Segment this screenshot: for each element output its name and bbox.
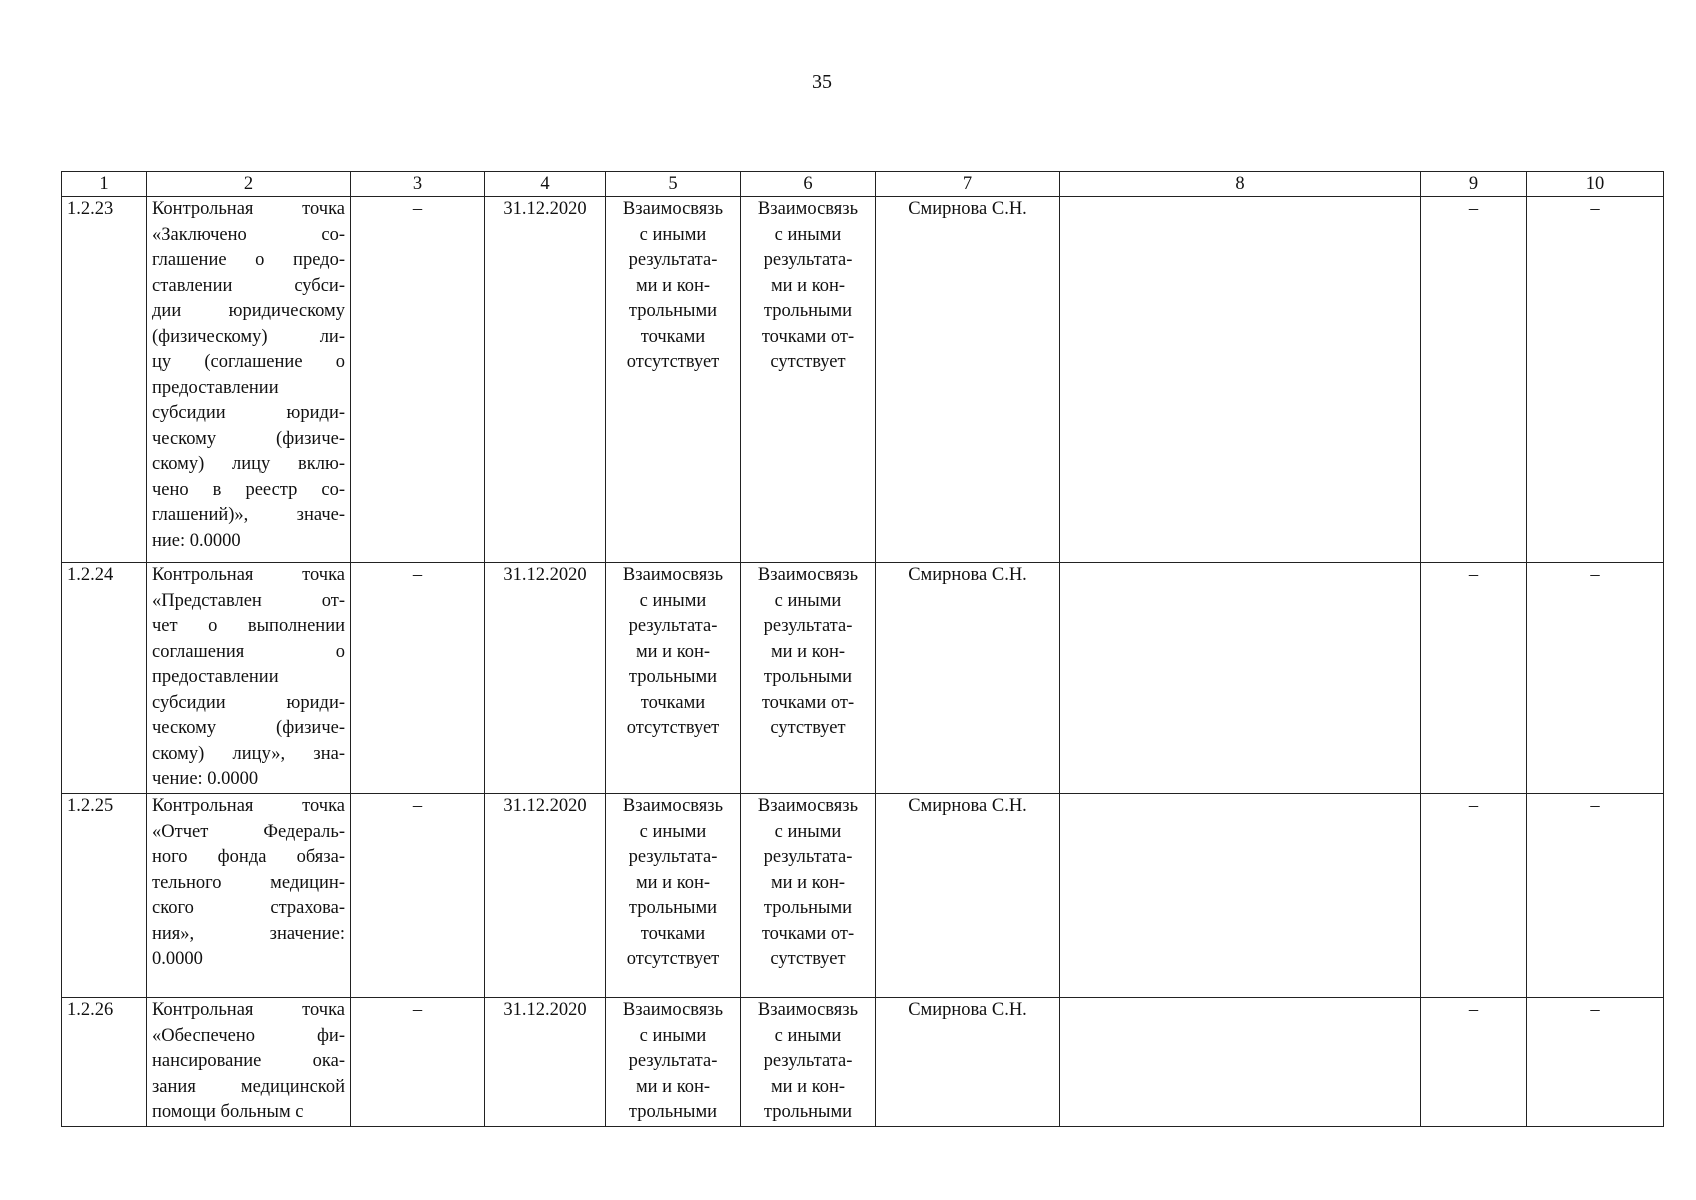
table-row xyxy=(62,197,1664,563)
row-number-cell: 1.2.25 xyxy=(62,794,147,998)
col10-cell: – xyxy=(1527,197,1664,563)
relation-line: результата- xyxy=(763,847,853,867)
page-number: 35 xyxy=(812,71,832,93)
control-point-name-cell xyxy=(147,197,351,563)
name-line: предоставлении xyxy=(152,667,279,687)
relation-line: с иными xyxy=(774,590,842,611)
deadline-date-cell: 31.12.2020 xyxy=(485,197,606,563)
relation-line: Взаимосвязь xyxy=(622,565,724,585)
relation-line: Взаимосвязь xyxy=(757,199,859,219)
control-points-table xyxy=(61,171,1664,1127)
relation-line: трольными xyxy=(763,898,853,918)
name-line: «Обеспечено фи- xyxy=(152,1025,345,1046)
relation-line: результата- xyxy=(763,250,853,270)
name-line: Контрольная точка xyxy=(152,796,345,816)
name-line: «Отчет Федераль- xyxy=(152,821,345,842)
header-cell-2: 2 xyxy=(147,172,351,197)
row-number-cell: 1.2.23 xyxy=(62,197,147,563)
name-line: скому) лицу», зна- xyxy=(152,743,345,764)
name-line: тельного медицин- xyxy=(152,872,345,893)
relation-line: с иными xyxy=(774,821,842,842)
relation-line: трольными xyxy=(628,667,718,687)
relation-line: результата- xyxy=(763,616,853,636)
control-point-name-cell xyxy=(147,794,351,998)
relation-line: трольными xyxy=(628,301,718,321)
relation-line: отсутствует xyxy=(626,949,720,969)
name-line: цу (соглашение о xyxy=(152,352,345,372)
name-line: Контрольная точка xyxy=(152,565,345,585)
name-line: Контрольная точка xyxy=(152,199,345,219)
name-line: ние: 0.0000 xyxy=(152,530,241,551)
col9-cell: – xyxy=(1421,794,1527,998)
col8-cell xyxy=(1060,197,1421,563)
deadline-date-cell: 31.12.2020 xyxy=(485,998,606,1127)
relation-line: ми и кон- xyxy=(770,641,846,662)
name-line: зания медицинской xyxy=(152,1076,345,1097)
header-cell-3: 3 xyxy=(351,172,485,197)
col8-cell xyxy=(1060,794,1421,998)
name-line: чение: 0.0000 xyxy=(152,769,259,789)
relation-line: с иными xyxy=(774,224,842,245)
responsible-cell: Смирнова С.Н. xyxy=(876,998,1060,1127)
col10-cell: – xyxy=(1527,794,1664,998)
name-line: 0.0000 xyxy=(152,949,203,969)
col3-cell: – xyxy=(351,794,485,998)
header-cell-7: 7 xyxy=(876,172,1060,197)
header-cell-5: 5 xyxy=(606,172,741,197)
row-number-cell: 1.2.26 xyxy=(62,998,147,1127)
relation-line: ми и кон- xyxy=(770,275,846,296)
relation-line: результата- xyxy=(628,1051,718,1071)
name-line: ческому (физиче- xyxy=(152,718,345,738)
table-body xyxy=(62,197,1664,1127)
name-line: ставлении субси- xyxy=(152,275,345,296)
name-line: дии юридическому xyxy=(152,301,345,321)
relation-line: результата- xyxy=(628,616,718,636)
name-line: субсидии юриди- xyxy=(152,692,345,713)
name-line: ного фонда обяза- xyxy=(152,847,345,867)
name-line: «Заключено со- xyxy=(152,224,345,245)
relation-line: ми и кон- xyxy=(635,1076,711,1097)
relation-line: сутствует xyxy=(770,352,846,372)
control-point-name-cell xyxy=(147,998,351,1127)
name-line: «Представлен от- xyxy=(152,590,345,611)
control-point-name-cell xyxy=(147,563,351,794)
relation-line: точками xyxy=(640,923,706,944)
col9-cell: – xyxy=(1421,563,1527,794)
col3-cell: – xyxy=(351,563,485,794)
header-cell-9: 9 xyxy=(1421,172,1527,197)
header-cell-10: 10 xyxy=(1527,172,1664,197)
relation-points-cell xyxy=(741,197,876,563)
col10-cell: – xyxy=(1527,563,1664,794)
deadline-date-cell: 31.12.2020 xyxy=(485,563,606,794)
relation-line: точками xyxy=(640,326,706,347)
responsible-cell: Смирнова С.Н. xyxy=(876,563,1060,794)
relation-line: отсутствует xyxy=(626,352,720,372)
row-number-cell: 1.2.24 xyxy=(62,563,147,794)
header-cell-1: 1 xyxy=(62,172,147,197)
name-line: (физическому) ли- xyxy=(152,326,345,347)
relation-line: Взаимосвязь xyxy=(757,1000,859,1020)
name-line: предоставлении xyxy=(152,377,279,398)
relation-line: Взаимосвязь xyxy=(622,1000,724,1020)
name-line: чено в реестр со- xyxy=(152,479,345,500)
relation-line: с иными xyxy=(639,224,707,245)
relation-line: Взаимосвязь xyxy=(757,796,859,816)
relation-line: трольными xyxy=(628,1102,718,1122)
relation-points-cell xyxy=(741,563,876,794)
header-cell-4: 4 xyxy=(485,172,606,197)
name-line: Контрольная точка xyxy=(152,1000,345,1020)
name-line: чет о выполнении xyxy=(152,616,345,636)
relation-points-cell xyxy=(741,998,876,1127)
relation-line: точками от- xyxy=(761,326,855,347)
relation-line: сутствует xyxy=(770,718,846,738)
relation-line: Взаимосвязь xyxy=(622,796,724,816)
relation-results-cell xyxy=(606,998,741,1127)
relation-line: трольными xyxy=(763,301,853,321)
name-line: ского страхова- xyxy=(152,898,345,918)
header-cell-6: 6 xyxy=(741,172,876,197)
table-row xyxy=(62,998,1664,1127)
relation-line: Взаимосвязь xyxy=(757,565,859,585)
header-cell-8: 8 xyxy=(1060,172,1421,197)
col8-cell xyxy=(1060,998,1421,1127)
col10-cell: – xyxy=(1527,998,1664,1127)
col9-cell: – xyxy=(1421,197,1527,563)
name-line: помощи больным с xyxy=(152,1102,304,1122)
relation-results-cell xyxy=(606,563,741,794)
name-line: глашение о предо- xyxy=(152,250,345,270)
relation-points-cell xyxy=(741,794,876,998)
relation-line: отсутствует xyxy=(626,718,720,738)
relation-line: с иными xyxy=(639,590,707,611)
relation-line: точками xyxy=(640,692,706,713)
col3-cell: – xyxy=(351,197,485,563)
responsible-cell: Смирнова С.Н. xyxy=(876,197,1060,563)
relation-line: ми и кон- xyxy=(635,872,711,893)
relation-line: Взаимосвязь xyxy=(622,199,724,219)
name-line: субсидии юриди- xyxy=(152,403,345,423)
relation-results-cell xyxy=(606,197,741,563)
name-line: ческому (физиче- xyxy=(152,428,345,449)
relation-line: результата- xyxy=(628,847,718,867)
responsible-cell: Смирнова С.Н. xyxy=(876,794,1060,998)
relation-line: с иными xyxy=(639,821,707,842)
relation-line: ми и кон- xyxy=(770,872,846,893)
relation-line: трольными xyxy=(628,898,718,918)
name-line: соглашения о xyxy=(152,641,345,662)
name-line: глашений)», значе- xyxy=(152,505,345,525)
relation-line: трольными xyxy=(763,1102,853,1122)
relation-line: ми и кон- xyxy=(635,275,711,296)
deadline-date-cell: 31.12.2020 xyxy=(485,794,606,998)
relation-line: сутствует xyxy=(770,949,846,969)
relation-line: с иными xyxy=(774,1025,842,1046)
relation-line: ми и кон- xyxy=(635,641,711,662)
name-line: ния», значение: xyxy=(152,923,345,944)
header-row xyxy=(62,172,1664,197)
name-line: скому) лицу вклю- xyxy=(152,454,345,474)
relation-line: ми и кон- xyxy=(770,1076,846,1097)
name-line: нансирование ока- xyxy=(152,1051,345,1071)
relation-line: точками от- xyxy=(761,923,855,944)
col8-cell xyxy=(1060,563,1421,794)
table-row xyxy=(62,563,1664,794)
table-row xyxy=(62,794,1664,998)
relation-results-cell xyxy=(606,794,741,998)
col9-cell: – xyxy=(1421,998,1527,1127)
relation-line: точками от- xyxy=(761,692,855,713)
relation-line: трольными xyxy=(763,667,853,687)
col3-cell: – xyxy=(351,998,485,1127)
relation-line: с иными xyxy=(639,1025,707,1046)
relation-line: результата- xyxy=(628,250,718,270)
relation-line: результата- xyxy=(763,1051,853,1071)
